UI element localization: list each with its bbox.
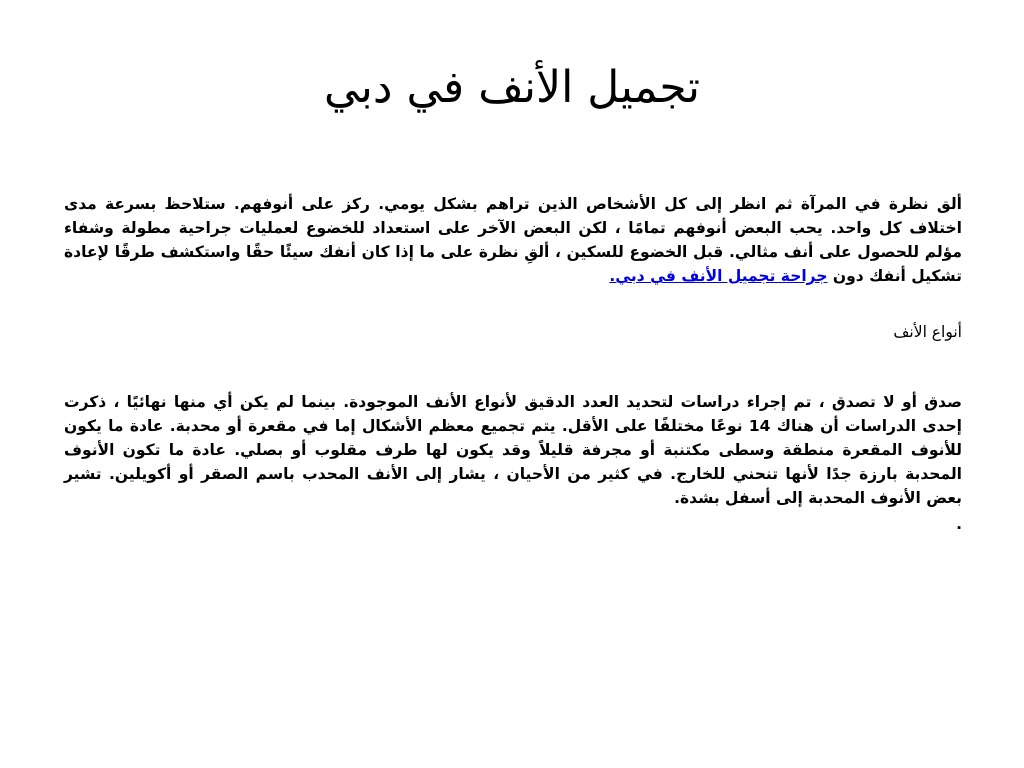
intro-paragraph [64,192,962,288]
intro-paragraph-text: ألق نظرة في المرآة ثم انظر إلى كل الأشخاص الذين تراهم بشكل يومي. ركز على أنوفهم. ستلاحظ بسرعة مدى اختلاف كل واحد. يحب البعض أنوفهم تمامًا ، لكن البعض الآخر على استعداد للخضوع لعمليات جراحية مطولة وشفاء مؤلم للحصول على أنف مثالي. قبل الخضوع للسكين ، ألقِ نظرة على ما إذا كان أنفك سيئًا حقًا واستكشف طرقًا لإعادة تشكيل أنفك دون [64,195,962,285]
rhinoplasty-dubai-link[interactable]: جراحة تجميل الأنف في دبي. [609,267,828,285]
trailing-dot: . [956,515,962,533]
nose-types-paragraph: صدق أو لا تصدق ، تم إجراء دراسات لتحديد العدد الدقيق لأنواع الأنف الموجودة. بينما لم يكن أي منها نهائيًا ، ذكرت إحدى الدراسات أن هناك 14 نوعًا مختلفًا على الأقل. يتم تجميع معظم الأشكال إما في مقعرة أو محدبة. عادة ما يكون للأنوف المقعرة منطقة وسطى مكتنبة أو مجرفة قليلاً وقد يكون لها طرف مقلوب أو بصلي. عادة ما تكون الأنوف المحدبة بارزة جدًا لأنها تنحني للخارج. في كثير من الأحيان ، يشار إلى الأنف المحدب باسم الصقر أو أكويلين. تشير بعض الأنوف المحدبة إلى أسفل بشدة. [64,393,962,507]
slide-title: تجميل الأنف في دبي [324,62,700,113]
section-heading-nose-types: أنواع الأنف [893,323,962,341]
slide-body [64,192,962,536]
